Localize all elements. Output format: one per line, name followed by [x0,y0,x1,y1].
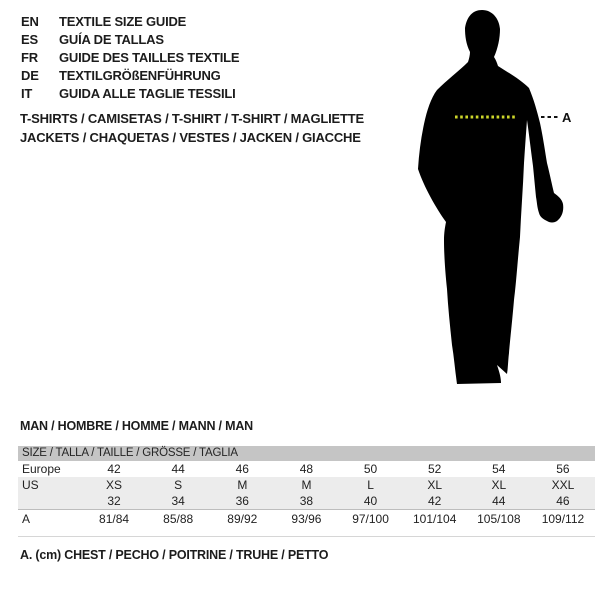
table-cell: M [237,478,248,492]
table-cell: 52 [428,462,442,476]
table-cell: 34 [171,494,185,508]
table-cell: 89/92 [227,512,258,526]
table-cell: 46 [556,494,570,508]
table-cell: 38 [299,494,314,508]
table-cell: 42 [107,462,121,476]
garment-categories [20,109,364,147]
table-cell: 85/88 [163,512,194,526]
man-silhouette-icon [413,8,573,390]
language-row [21,13,239,31]
table-cell: 40 [363,494,378,508]
table-cell: 44 [492,494,506,508]
size-figure [413,8,573,390]
table-cell: 56 [556,462,570,476]
language-code: ES [21,32,38,47]
table-cell: XS [106,478,123,492]
language-code: EN [21,14,39,29]
table-cell: S [174,478,183,492]
language-label: GUÍA DE TALLAS [59,32,164,47]
row-label: US [22,478,39,492]
table-cell: 50 [363,462,378,476]
table-cell: 42 [428,494,442,508]
table-cell: 48 [299,462,314,476]
language-label: GUIDA ALLE TAGLIE TESSILI [59,86,236,101]
language-row [21,31,239,49]
row-label [18,493,82,509]
table-row-chest [18,509,595,528]
table-cell: L [367,478,374,492]
table-cell: 93/96 [291,512,322,526]
table-cell: 109/112 [541,512,585,526]
table-cell: M [301,478,312,492]
table-cell: 97/100 [352,512,389,526]
size-table-header: SIZE / TALLA / TAILLE / GRÖSSE / TAGLIA [18,446,595,461]
table-cell: 46 [235,462,249,476]
language-code: FR [21,50,38,65]
gender-heading: MAN / HOMBRE / HOMME / MANN / MAN [20,419,253,433]
table-cell: XL [427,478,443,492]
language-label: TEXTILGRÖßENFÜHRUNG [59,68,221,83]
language-code: IT [21,86,33,101]
table-cell: 36 [235,494,249,508]
table-row-us [18,477,595,493]
table-cell: 54 [492,462,506,476]
table-cell: 81/84 [99,512,130,526]
language-label: GUIDE DES TAILLES TEXTILE [59,50,240,65]
table-row-us-numeric [18,493,595,509]
table-cell: XL [491,478,507,492]
man-silhouette [418,10,563,384]
language-label: TEXTILE SIZE GUIDE [59,14,187,29]
table-cell: 101/104 [412,512,457,526]
table-bottom-rule [18,528,595,537]
language-row [21,85,239,103]
language-list [21,13,239,103]
category-jackets: JACKETS / CHAQUETAS / VESTES / JACKEN / GIACCHE [20,130,361,145]
table-cell: 44 [171,462,185,476]
table-cell: 32 [107,494,121,508]
row-label: A [22,512,31,526]
table-row-europe [18,461,595,477]
category-tshirts: T-SHIRTS / CAMISETAS / T-SHIRT / T-SHIRT / MAGLIETTE [20,111,364,126]
size-table [18,446,595,537]
row-label: Europe [22,462,61,476]
language-row [21,49,239,67]
language-code: DE [21,68,39,83]
language-row [21,67,239,85]
measure-footnote: A. (cm) CHEST / PECHO / POITRINE / TRUHE / PETTO [20,548,329,562]
table-cell: XXL [551,478,575,492]
table-cell: 105/108 [477,512,521,526]
measure-label: A [562,110,572,125]
